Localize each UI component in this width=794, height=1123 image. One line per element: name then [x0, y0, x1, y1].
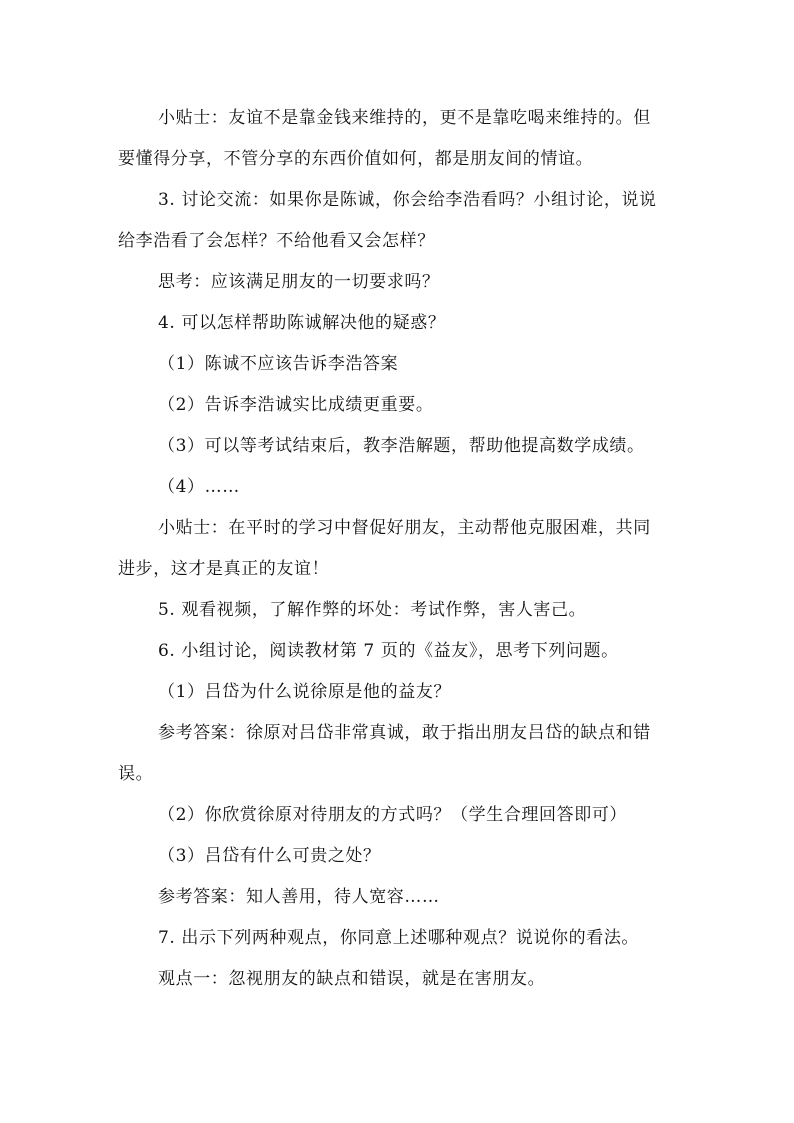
think-line: 思考：应该满足朋友的一切要求吗？	[158, 272, 440, 292]
item-7-heading: 7. 出示下列两种观点，你同意上述哪种观点？说说你的看法。	[158, 928, 640, 948]
item-3-line-1: 3. 讨论交流：如果你是陈诚，你会给李浩看吗？小组讨论，说说	[158, 190, 657, 210]
viewpoint-1-line: 观点一：忽视朋友的缺点和错误，就是在害朋友。	[158, 969, 546, 989]
item-6-question-2: （2）你欣赏徐原对待朋友的方式吗？（学生合理回答即可）	[158, 805, 628, 825]
item-6-heading: 6. 小组讨论，阅读教材第 7 页的《益友》，思考下列问题。	[158, 641, 619, 661]
tip-1-line-1: 小贴士：友谊不是靠金钱来维持的，更不是靠吃喝来维持的。但	[158, 108, 651, 128]
tip-2-line-2: 进步，这才是真正的友谊！	[118, 559, 330, 579]
answer-3-line: 参考答案：知人善用，待人宽容……	[158, 887, 440, 907]
item-4-sub-2: （2）告诉李浩诚实比成绩更重要。	[158, 395, 434, 415]
answer-1-line-2: 误。	[118, 764, 154, 784]
item-5-line: 5. 观看视频，了解作弊的坏处：考试作弊，害人害己。	[158, 600, 587, 620]
item-4-sub-1: （1）陈诚不应该告诉李浩答案	[158, 354, 399, 374]
tip-2-line-1: 小贴士：在平时的学习中督促好朋友，主动帮他克服困难，共同	[158, 518, 651, 538]
item-4-sub-3: （3）可以等考试结束后，教李浩解题，帮助他提高数学成绩。	[158, 436, 645, 456]
item-3-line-2: 给李浩看了会怎样？不给他看又会怎样？	[118, 231, 435, 251]
item-6-question-3: （3）吕岱有什么可贵之处？	[158, 846, 381, 866]
answer-1-line-1: 参考答案：徐原对吕岱非常真诚，敢于指出朋友吕岱的缺点和错	[158, 723, 651, 743]
tip-1-line-2: 要懂得分享，不管分享的东西价值如何，都是朋友间的情谊。	[118, 149, 594, 169]
item-6-question-1: （1）吕岱为什么说徐原是他的益友？	[158, 682, 452, 702]
item-4-heading: 4. 可以怎样帮助陈诚解决他的疑惑？	[158, 313, 446, 333]
item-4-sub-4: （4）……	[158, 477, 240, 497]
